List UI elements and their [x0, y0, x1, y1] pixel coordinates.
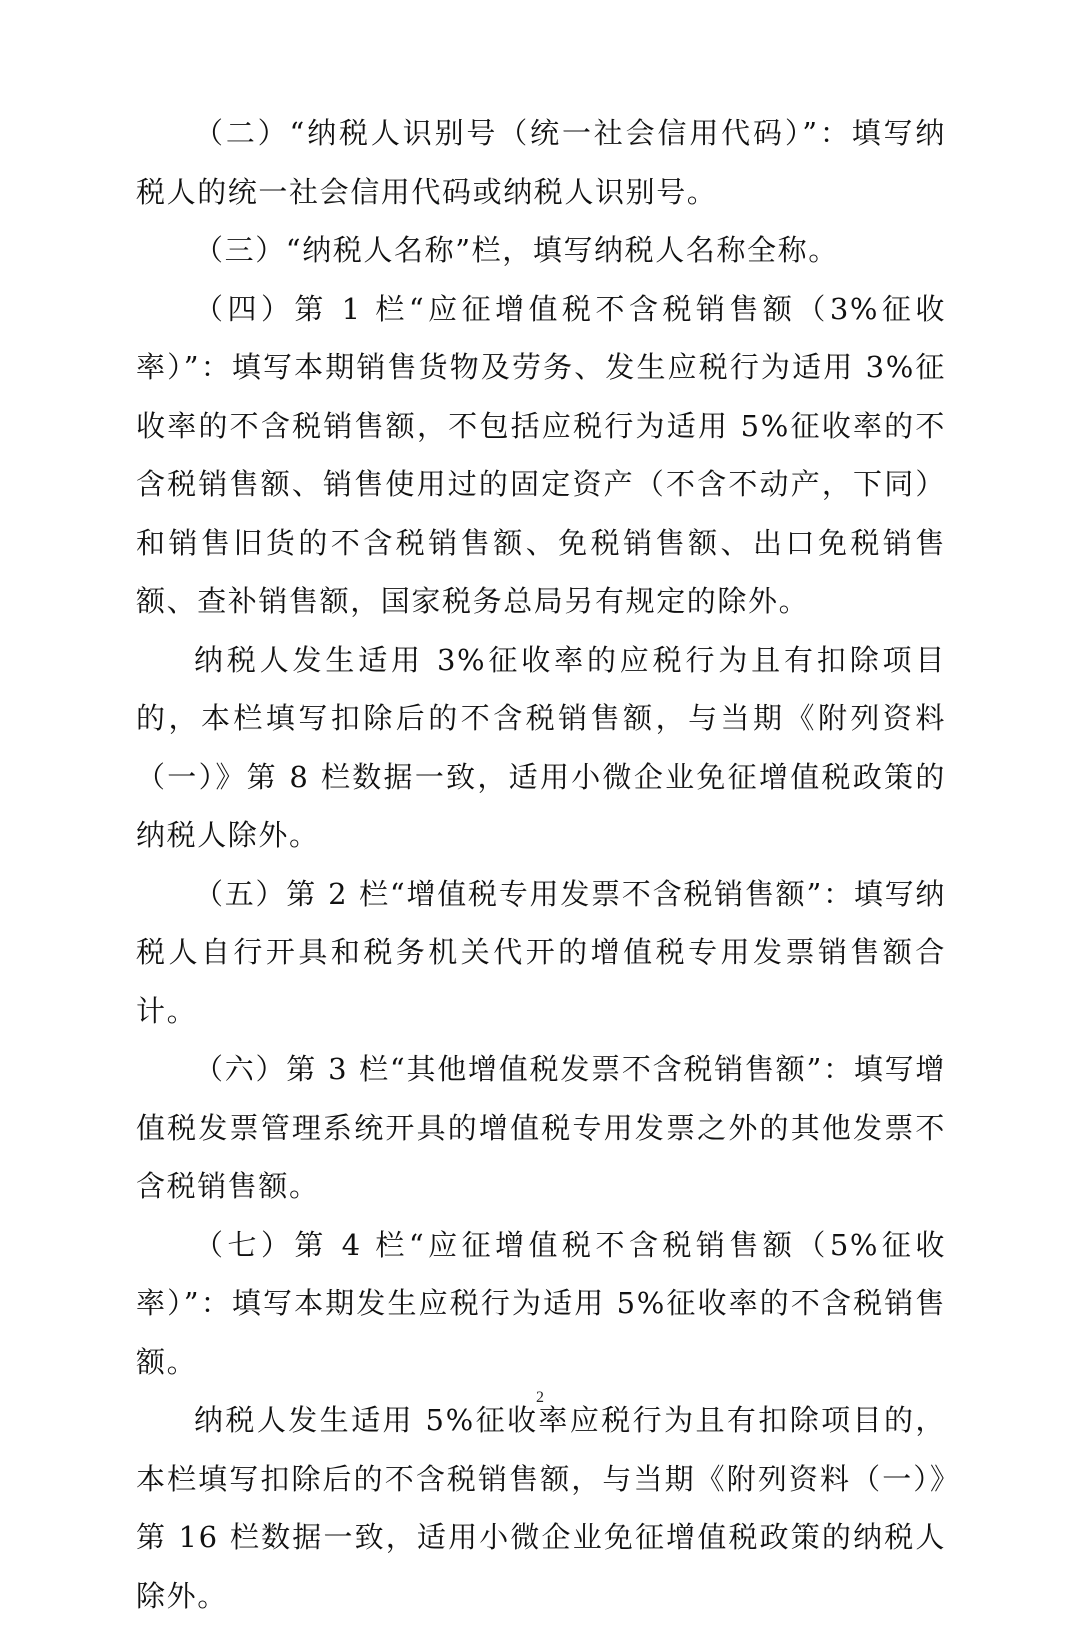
- paragraph-column-4-deduction: 纳税人发生适用 5%征收率应税行为且有扣除项目的，本栏填写扣除后的不含税销售额，与当期《附列资料（一）》第 16 栏数据一致，适用小微企业免征增值税政策的纳税人除外。: [136, 1403, 946, 1613]
- paragraph-column-3: （六）第 3 栏“其他增值税发票不含税销售额”：填写增值税发票管理系统开具的增值税专用发票之外的其他发票不含税销售额。: [136, 1052, 946, 1203]
- paragraph-column-4: （七）第 4 栏“应征增值税不含税销售额（5%征收率）”：填写本期发生应税行为适用 5%征收率的不含税销售额。: [136, 1227, 946, 1379]
- paragraph-taxpayer-name: （三）“纳税人名称”栏，填写纳税人名称全称。: [194, 233, 839, 267]
- paragraph-taxpayer-id: （二）“纳税人识别号（统一社会信用代码）”：填写纳税人的统一社会信用代码或纳税人识别号。: [136, 116, 946, 209]
- paragraph-column-1: （四）第 1 栏“应征增值税不含税销售额（3%征收率）”：填写本期销售货物及劳务、发生应税行为适用 3%征收率的不含税销售额，不包括应税行为适用 5%征收率的不含税销售额、销售使用过的固定资产（不含不动产，下同）和销售旧货的不含税销售额、免税销售额、出口免税销售额、查补销售额，国家税务总局另有规定的除外。: [136, 291, 946, 618]
- paragraph-column-2: （五）第 2 栏“增值税专用发票不含税销售额”：填写纳税人自行开具和税务机关代开的增值税专用发票销售额合计。: [136, 876, 946, 1028]
- paragraph-column-1-deduction: 纳税人发生适用 3%征收率的应税行为且有扣除项目的，本栏填写扣除后的不含税销售额，与当期《附列资料（一）》第 8 栏数据一致，适用小微企业免征增值税政策的纳税人除外。: [136, 642, 946, 852]
- page-number: 2: [536, 1389, 544, 1406]
